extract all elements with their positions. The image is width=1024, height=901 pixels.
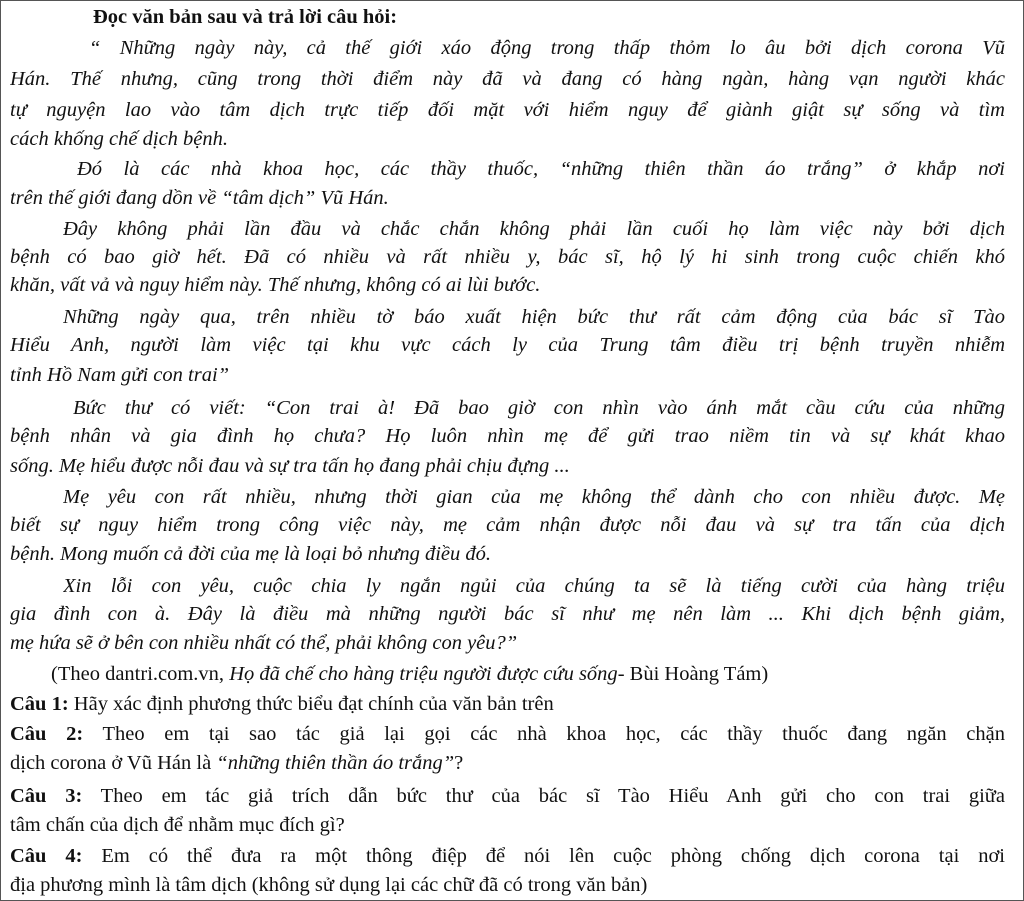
passage-line: bệnh nhân và gia đình họ chưa? Họ luôn nhìn mẹ để gửi trao niềm tin và sự khát khao xyxy=(10,425,1005,447)
passage-line: Đây không phải lần đầu và chắc chắn không phải lần cuối họ làm việc này bởi dịch xyxy=(63,218,1005,240)
passage-line: cách khống chế dịch bệnh. xyxy=(10,128,229,150)
question-text: Hãy xác định phương thức biểu đạt chính của văn bản trên xyxy=(68,693,554,715)
question-3 xyxy=(10,785,1005,808)
question-quote: “những thiên thần áo trắng” xyxy=(216,752,455,774)
passage-line: khăn, vất vả và nguy hiểm này. Thế nhưng, không có ai lùi bước. xyxy=(10,274,541,296)
question-text: dịch corona ở Vũ Hán là xyxy=(10,752,217,774)
passage-line: sống. Mẹ hiểu được nỗi đau và sự tra tấn họ đang phải chịu đựng ... xyxy=(10,455,570,477)
passage-line: Hán. Thế nhưng, cũng trong thời điểm này đã và đang có hàng ngàn, hàng vạn người khác xyxy=(10,68,1005,90)
source-title: Họ đã chế cho hàng triệu người được cứu sống xyxy=(229,663,618,685)
source-open: (Theo dantri.com.vn, xyxy=(51,663,230,685)
question-1 xyxy=(10,693,1005,716)
question-label: Câu 1: xyxy=(10,693,69,715)
passage-line: Bức thư có viết: “Con trai à! Đã bao giờ con nhìn vào ánh mắt cầu cứu của những xyxy=(73,397,1005,419)
passage-line: Đó là các nhà khoa học, các thầy thuốc, “những thiên thần áo trắng” ở khắp nơi xyxy=(77,158,1005,180)
passage-line: Những ngày qua, trên nhiều tờ báo xuất hiện bức thư rất cảm động của bác sĩ Tào xyxy=(63,306,1005,328)
passage-line: bệnh có bao giờ hết. Đã có nhiều và rất nhiều y, bác sĩ, hộ lý hi sinh trong cuộc chiến khó xyxy=(10,246,1005,268)
passage-line: Xin lỗi con yêu, cuộc chia ly ngắn ngủi của chúng ta sẽ là tiếng cười của hàng triệu xyxy=(63,575,1005,597)
passage-line: “ Những ngày này, cả thế giới xáo động trong thấp thỏm lo âu bởi dịch corona Vũ xyxy=(89,37,1005,59)
passage-line: tỉnh Hồ Nam gửi con trai” xyxy=(10,364,230,386)
source-author: - Bùi Hoàng Tám) xyxy=(617,663,769,685)
question-label: Câu 2: xyxy=(10,723,84,745)
passage-line: biết sự nguy hiểm trong công việc này, mẹ cảm nhận được nỗi đau và sự tra tấn của dịch xyxy=(10,514,1005,536)
question-label: Câu 4: xyxy=(10,845,83,867)
passage-line: bệnh. Mong muốn cả đời của mẹ là loại bỏ nhưng điều đó. xyxy=(10,543,492,565)
question-text: Theo em tại sao tác giả lại gọi các nhà khoa học, các thầy thuốc đang ngăn chặn xyxy=(83,723,1005,745)
question-text: Theo em tác giả trích dẫn bức thư của bác sĩ Tào Hiểu Anh gửi cho con trai giữa xyxy=(82,785,1005,807)
question-4-continued: địa phương mình là tâm dịch (không sử dụng lại các chữ đã có trong văn bản) xyxy=(10,874,648,896)
question-text: Em có thể đưa ra một thông điệp để nói lên cuộc phòng chống dịch corona tại nơi xyxy=(82,845,1005,867)
question-3-continued: tâm chấn của dịch để nhằm mục đích gì? xyxy=(10,814,345,836)
source-citation xyxy=(51,663,1005,686)
passage-line: tự nguyện lao vào tâm dịch trực tiếp đối mặt với hiểm nguy để giành giật sự sống và tìm xyxy=(10,99,1005,121)
question-2-continued xyxy=(10,752,1005,775)
passage-line: Mẹ yêu con rất nhiều, nhưng thời gian của mẹ không thể dành cho con nhiều được. Mẹ xyxy=(63,486,1005,508)
question-2 xyxy=(10,723,1005,746)
passage-line: Hiểu Anh, người làm việc tại khu vực cách ly của Trung tâm điều trị bệnh truyền nhiễm xyxy=(10,334,1005,356)
heading: Đọc văn bản sau và trả lời câu hỏi: xyxy=(93,6,398,28)
passage-line: trên thế giới đang dồn về “tâm dịch” Vũ Hán. xyxy=(10,187,389,209)
question-4 xyxy=(10,845,1005,868)
question-text: ? xyxy=(454,752,464,774)
passage-line: mẹ hứa sẽ ở bên con nhiều nhất có thể, phải không con yêu?” xyxy=(10,632,518,654)
passage-line: gia đình con à. Đây là điều mà những người bác sĩ như mẹ nên làm ... Khi dịch bệnh giảm, xyxy=(10,603,1005,625)
question-label: Câu 3: xyxy=(10,785,83,807)
